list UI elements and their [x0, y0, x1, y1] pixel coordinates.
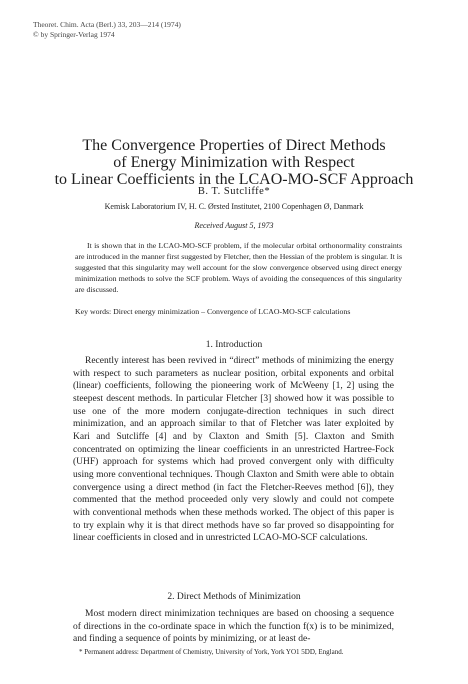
paper-title — [0, 137, 468, 188]
author-affiliation: Kemisk Laboratorium IV, H. C. Ørsted Institutet, 2100 Copenhagen Ø, Danmark — [104, 202, 364, 211]
title-line-1: The Convergence Properties of Direct Methods — [82, 137, 386, 154]
title-line-2: of Energy Minimization with Respect — [113, 154, 355, 171]
journal-header — [33, 20, 181, 40]
copyright-line: © by Springer-Verlag 1974 — [33, 30, 115, 39]
direct-methods-paragraph: Most modern direct minimization techniques are based on choosing a sequence of directions in the co-ordinate space in which the function f(x) is to be minimized, and finding a sequence of points by minimizing, or at least de- — [73, 609, 394, 645]
footnote: * Permanent address: Department of Chemistry, University of York, York YO1 5DD, England. — [79, 648, 344, 656]
received-date: Received August 5, 1973 — [194, 221, 274, 230]
author-name: B. T. Sutcliffe* — [197, 186, 271, 197]
title-line-3: to Linear Coefficients in the LCAO-MO-SCF Approach — [54, 171, 414, 188]
abstract: It is shown that in the LCAO-MO-SCF problem, if the molecular orbital orthonormality constraints are introduced in the manner first suggested by Fletcher, then the Hessian of the problem is singular. It is suggested that this singularity may well account for the slow convergence observed using direct energy minimization methods to solve the SCF problem. Ways of avoiding the consequences of this singularity are discussed. — [75, 241, 402, 294]
journal-citation: Theoret. Chim. Acta (Berl.) 33, 203—214 (1974) — [33, 20, 181, 29]
keywords: Key words: Direct energy minimization – Convergence of LCAO-MO-SCF calculations — [75, 307, 351, 316]
introduction-paragraph: Recently interest has been revived in “direct” methods of minimizing the energy with respect to such parameters as nuclear position, orbital exponents and orbital (linear) coefficients, following the pioneering work of McWeeny [1, 2] using the steepest descent methods. In particular Fletcher [3] showed how it was possible to use one of the more modern conjugate-direction techniques in such direct minimization, and an approach similar to that of Fletcher was later exploited by Kari and Sutcliffe [4] and by Claxton and Smith [5]. Claxton and Smith concentrated on optimizing the linear coefficients in an unrestricted Hartree-Fock (UHF) approach for systems which had proved convergent only with difficulty using more conventional techniques. Though Claxton and Smith were able to obtain convergence using a direct method (in fact the Fletcher-Reeves method [6]), they commented that the method proceeded only very slowly and could not compete with conventional methods when these methods worked. The object of this paper is to try explain why it is that direct methods have so far proved so disappointing for linear coefficients in closed and in unrestricted LCAO-MO-SCF calculations. — [73, 356, 394, 544]
section-heading-introduction: 1. Introduction — [205, 340, 263, 350]
section-heading-direct-methods: 2. Direct Methods of Minimization — [167, 592, 301, 602]
